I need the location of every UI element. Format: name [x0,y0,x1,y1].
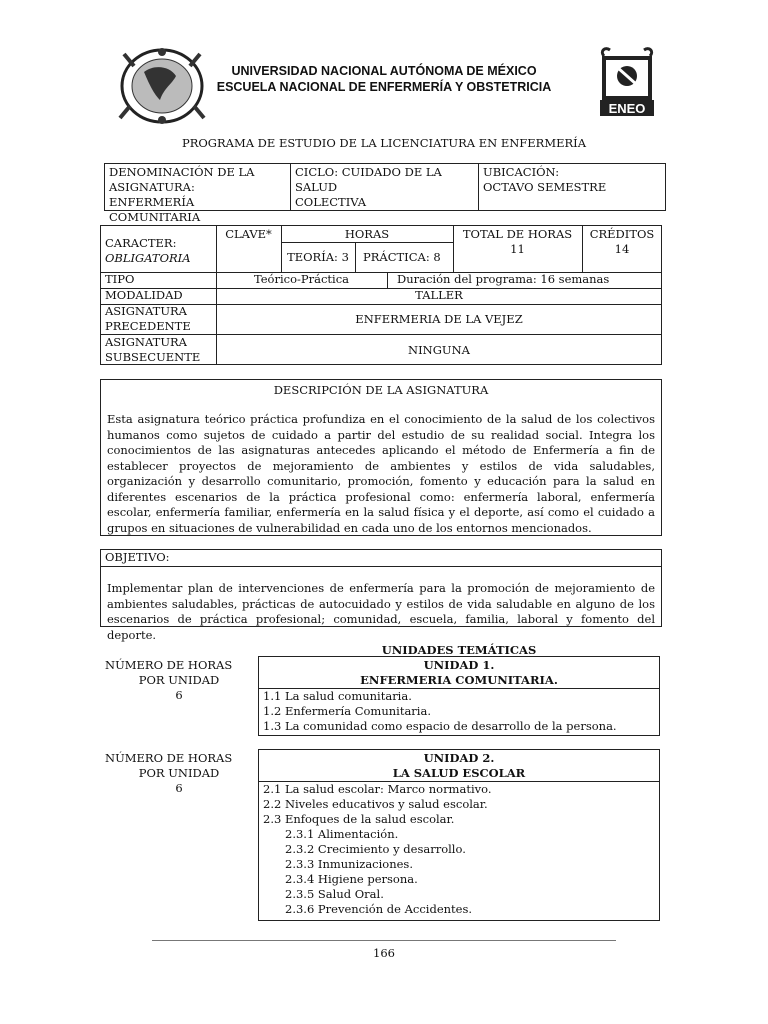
tipo-value: Teórico-Práctica [253,272,350,286]
creditos-cell [582,225,662,259]
precedente-value: ENFERMERIA DE LA VEJEZ [355,312,523,326]
unit2-items [258,780,660,919]
unit2-item: 2.1 La salud escolar: Marco normativo. [263,782,492,796]
unit2-subitem: 2.3.5 Salud Oral. [285,887,384,901]
modalidad-value: TALLER [415,288,463,302]
modalidad-label: MODALIDAD [105,288,183,302]
ubicacion-label: UBICACIÓN: [483,165,560,179]
unit1-name: ENFERMERIA COMUNITARIA. [360,673,558,687]
unit2-name: LA SALUD ESCOLAR [392,766,526,780]
caracter-cell [100,234,216,268]
descripcion-text: Esta asignatura teórico práctica profundiza en el conocimiento de la salud de los colectivos humanos como sujetos de cuidado a partir del estudio de su realidad social. Integra los conocimientos de las asignaturas antecedes aplicando el método de Enfermería a fin de establecer proyectos de mejoramiento de ambientes y estilos de vida saludables, organización y desarrollo comunitario, promoción, fomento y educación para la salud en diferentes escenarios de la práctica profesional como: enfermería laboral, enfermería escolar, enfermería familiar, enfermería en la salud física y el deporte, así como el cuidado a grupos en situaciones de vulnerabilidad en cada uno de los entornos mencionados. [107,412,655,535]
total-horas-cell [453,225,582,259]
page-number: 166 [373,946,395,960]
denominacion-label-line1: DENOMINACIÓN DE LA [109,165,255,179]
caracter-label: CARACTER: [105,236,177,250]
unit1-item: 1.3 La comunidad como espacio de desarrollo de la persona. [263,719,617,733]
ciclo-line2: COLECTIVA [295,195,367,209]
unidades-title: UNIDADES TEMÁTICAS [381,643,537,657]
unit1-header [258,656,660,690]
unit2-heading: UNIDAD 2. [423,751,495,765]
horas-label: HORAS [344,227,390,241]
unit1-item: 1.2 Enfermería Comunitaria. [263,704,431,718]
denominacion-value: ENFERMERÍA COMUNITARIA [109,195,201,224]
unit2-item: 2.2 Niveles educativos y salud escolar. [263,797,488,811]
total-horas-label: TOTAL DE HORAS [462,227,573,241]
unit1-hours-label-line2: POR UNIDAD [138,673,220,687]
unit2-hours-label-line1: NÚMERO DE HORAS [105,751,233,765]
duracion-value: Duración del programa: 16 semanas [397,272,610,286]
caracter-value: OBLIGATORIA [105,251,191,265]
denominacion-cell [104,163,290,227]
descripcion-title: DESCRIPCIÓN DE LA ASIGNATURA [273,383,489,397]
ubicacion-cell [478,163,666,197]
unit1-items [258,687,660,736]
program-title: PROGRAMA DE ESTUDIO DE LA LICENCIATURA EN ENFERMERÍA [181,136,587,150]
practica-value: PRÁCTICA: 8 [363,250,441,264]
subsecuente-value: NINGUNA [408,343,470,357]
creditos-value: 14 [614,242,630,256]
subsecuente-label-line1: ASIGNATURA [105,335,187,349]
creditos-label: CRÉDITOS [589,227,655,241]
unit2-hours-label-line2: POR UNIDAD [138,766,220,780]
eneo-logo [596,44,658,118]
unit1-item: 1.1 La salud comunitaria. [263,689,412,703]
clave-label: CLAVE* [225,227,272,241]
unit2-hours-value: 6 [175,781,183,795]
objetivo-title: OBJETIVO: [105,550,170,564]
unit2-header [258,749,660,783]
school-name: ESCUELA NACIONAL DE ENFERMERÍA Y OBSTETRICIA [216,80,552,94]
ubicacion-value: OCTAVO SEMESTRE [483,180,607,194]
unit1-heading: UNIDAD 1. [423,658,495,672]
tipo-label: TIPO [105,272,135,286]
eneo-logo-text: ENEO [608,101,646,116]
university-name: UNIVERSIDAD NACIONAL AUTÓNOMA DE MÉXICO [231,64,537,78]
unit2-subitem: 2.3.3 Inmunizaciones. [285,857,413,871]
unit1-hours-label-line1: NÚMERO DE HORAS [105,658,233,672]
unit2-item: 2.3 Enfoques de la salud escolar. [263,812,455,826]
footer-rule [152,940,616,941]
objetivo-text: Implementar plan de intervenciones de enfermería para la promoción de mejoramiento de ambientes saludables, prácticas de autocuidado y estilos de vida saludable en alguno de los escenarios de práctica profesional; comunidad, escuela, familia, laboral y fomento del deporte. [107,581,655,642]
ciclo-line1: CICLO: CUIDADO DE LA SALUD [295,165,442,194]
unit2-subitem: 2.3.1 Alimentación. [285,827,399,841]
precedente-label-line1: ASIGNATURA [105,304,187,318]
ciclo-cell [290,163,478,212]
subsecuente-label-line2: SUBSECUENTE [105,350,201,364]
precedente-label [100,304,216,336]
unit2-subitem: 2.3.6 Prevención de Accidentes. [285,902,473,916]
denominacion-label-line2: ASIGNATURA: [109,180,195,194]
subsecuente-label [100,335,216,367]
total-horas-value: 11 [510,242,525,256]
unit2-subitem: 2.3.4 Higiene persona. [285,872,418,886]
unit1-hours-label [100,656,258,705]
unit2-subitem: 2.3.2 Crecimiento y desarrollo. [285,842,466,856]
unit2-hours-label [100,749,258,798]
unit1-hours-value: 6 [175,688,183,702]
precedente-label-line2: PRECEDENTE [105,319,191,333]
teoria-value: TEORÍA: 3 [287,250,349,264]
